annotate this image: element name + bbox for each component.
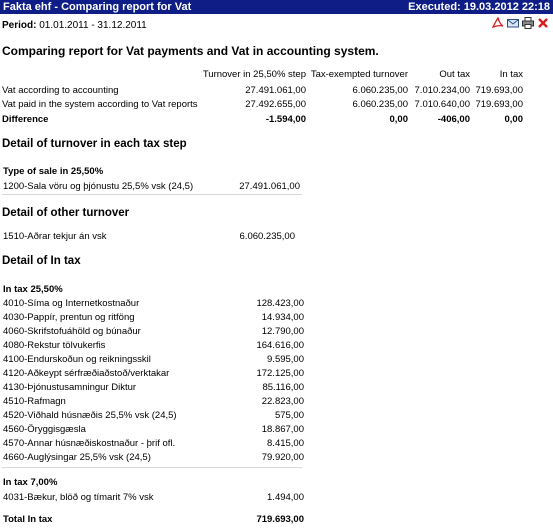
list-item-label: 4510-Rafmagn <box>3 396 66 407</box>
difference-label: Difference <box>2 114 49 125</box>
period-value: 01.01.2011 - 31.12.2011 <box>39 20 147 31</box>
table-cell: 27.491.061,00 <box>245 85 306 96</box>
table-cell: 7.010.234,00 <box>414 85 470 96</box>
list-item-label: 4060-Skrifstofuáhöld og búnaður <box>3 326 141 337</box>
list-item-value: 6.060.235,00 <box>239 231 295 242</box>
difference-cell: 0,00 <box>504 114 523 125</box>
list-item-value: 164.616,00 <box>256 340 304 351</box>
email-icon[interactable] <box>507 17 519 29</box>
column-header: In tax <box>499 69 523 80</box>
total-in-tax-label: Total In tax <box>3 514 53 525</box>
difference-cell: -1.594,00 <box>265 114 306 125</box>
table-cell: 719.693,00 <box>475 85 523 96</box>
column-header: Tax-exempted turnover <box>310 69 408 80</box>
list-item-value: 12.790,00 <box>261 326 304 337</box>
table-cell: 7.010.640,00 <box>414 99 470 110</box>
list-item-value: 85.116,00 <box>262 382 304 393</box>
list-item-label: 4100-Endurskoðun og reikningsskil <box>3 354 151 365</box>
divider <box>2 467 302 468</box>
report-title: Comparing report for Vat payments and Vat in accounting system. <box>2 44 379 58</box>
section-title-turnover: Detail of turnover in each tax step <box>2 138 187 150</box>
list-item-label: 1200-Sala vöru og þjónustu 25,5% vsk (24,5) <box>3 181 194 192</box>
difference-cell: -406,00 <box>437 114 470 125</box>
list-item-label: 4660-Auglýsingar 25,5% vsk (24,5) <box>3 452 151 463</box>
list-item-label: 4120-Aðkeypt sérfræðiaðstoð/verktakar <box>3 368 170 379</box>
print-icon[interactable] <box>522 17 534 29</box>
section-title-other-turnover: Detail of other turnover <box>2 207 130 219</box>
list-item-label: 4560-Öryggisgæsla <box>3 424 86 435</box>
list-item-value: 9.595,00 <box>267 354 304 365</box>
total-in-tax-value: 719.693,00 <box>256 514 304 525</box>
list-item-value: 575,00 <box>274 410 304 421</box>
list-item-value: 79.920,00 <box>261 452 304 463</box>
close-icon[interactable] <box>537 17 549 29</box>
list-item-label: 4130-Þjónustusamningur Diktur <box>3 382 137 393</box>
period <box>2 20 147 31</box>
list-item-label: 4010-Síma og Internetkostnaður <box>3 298 140 309</box>
executed-timestamp: Executed: 19.03.2012 22:18 <box>408 1 550 13</box>
list-item-value: 27.491.061,00 <box>239 181 300 192</box>
toolbar-icons <box>492 17 549 29</box>
list-item-value: 1.494,00 <box>267 492 304 503</box>
list-item-label: 4570-Annar húsnæðiskostnaður - þrif ofl. <box>3 438 176 449</box>
divider <box>2 194 302 195</box>
list-item-value: 22.823,00 <box>261 396 304 407</box>
period-label: Period: <box>2 20 37 31</box>
list-item-label: 1510-Aðrar tekjur án vsk <box>3 231 107 242</box>
subsection-title: In tax 7,00% <box>3 477 58 488</box>
list-item-label: 4031-Bækur, blöð og tímarit 7% vsk <box>3 492 154 503</box>
list-item-value: 18.867,00 <box>261 424 304 435</box>
subsection-title: Type of sale in 25,50% <box>3 166 104 177</box>
window-title: Fakta ehf - Comparing report for Vat <box>3 1 192 13</box>
table-cell: 27.492.655,00 <box>245 99 306 110</box>
list-item-label: 4030-Pappír, prentun og ritföng <box>3 312 135 323</box>
table-cell: 719.693,00 <box>475 99 523 110</box>
table-row-label: Vat according to accounting <box>2 85 119 96</box>
list-item-label: 4520-Viðhald húsnæðis 25,5% vsk (24,5) <box>3 410 177 421</box>
column-header: Turnover in 25,50% step <box>202 69 306 80</box>
list-item-value: 172.125,00 <box>256 368 304 379</box>
table-cell: 6.060.235,00 <box>352 85 408 96</box>
section-title-in-tax: Detail of In tax <box>2 255 81 267</box>
top-row <box>0 14 553 36</box>
pdf-icon[interactable] <box>492 17 504 29</box>
list-item-value: 128.423,00 <box>256 298 304 309</box>
list-item-value: 14.934,00 <box>261 312 304 323</box>
list-item-value: 8.415,00 <box>267 438 304 449</box>
subsection-title: In tax 25,50% <box>3 284 63 295</box>
list-item-label: 4080-Rekstur tölvukerfis <box>3 340 106 351</box>
table-cell: 6.060.235,00 <box>352 99 408 110</box>
title-bar <box>0 0 553 14</box>
table-row-label: Vat paid in the system according to Vat reports <box>2 99 198 110</box>
difference-cell: 0,00 <box>389 114 408 125</box>
column-header: Out tax <box>439 69 470 80</box>
